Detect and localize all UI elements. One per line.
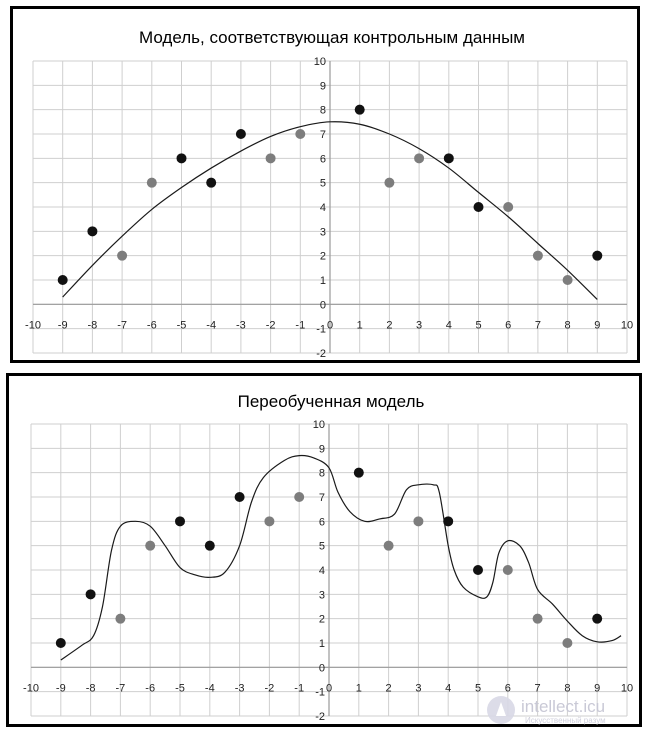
data-point-gray (147, 178, 157, 188)
data-point-dark (473, 565, 483, 575)
x-tick-label: 8 (564, 319, 571, 332)
x-tick-label: 0 (325, 682, 333, 695)
x-tick-label: 7 (534, 682, 541, 695)
y-tick-label: 9 (318, 443, 325, 456)
data-point-dark (592, 614, 602, 624)
x-tick-label: -4 (206, 319, 217, 332)
y-tick-label: 4 (319, 202, 326, 214)
x-tick-label: 5 (475, 319, 482, 332)
data-point-dark (177, 153, 187, 163)
watermark (485, 692, 645, 728)
x-tick-label: 4 (445, 682, 452, 695)
chart-top (13, 9, 637, 360)
chart-panel-top (10, 6, 640, 363)
x-tick-label: 2 (385, 682, 392, 695)
x-tick-label: 3 (416, 319, 423, 332)
x-tick-label: -6 (146, 319, 157, 332)
model-curve (61, 456, 621, 661)
watermark-brand: intellect.icu (521, 697, 606, 716)
x-tick-label: 1 (355, 682, 362, 695)
data-point-gray (414, 153, 424, 163)
data-point-gray (533, 614, 543, 624)
data-point-gray (264, 516, 274, 526)
chart-title: Модель, соответствующая контрольным данным (138, 28, 526, 47)
y-tick-label: 3 (319, 226, 326, 239)
y-tick-label: 1 (319, 275, 326, 287)
data-point-gray (117, 251, 127, 261)
data-point-gray (384, 541, 394, 551)
data-point-dark (235, 492, 245, 502)
x-tick-label: -2 (264, 682, 275, 695)
y-tick-label: 8 (318, 467, 325, 480)
y-tick-label: 6 (318, 516, 325, 529)
x-tick-label: -9 (57, 319, 68, 332)
x-tick-label: 2 (386, 319, 393, 332)
x-tick-label: -4 (204, 682, 215, 695)
data-point-gray (145, 541, 155, 551)
y-tick-label: 5 (319, 177, 326, 190)
x-tick-label: 7 (534, 319, 541, 332)
x-tick-label: -10 (23, 682, 39, 695)
y-tick-label: -2 (315, 711, 325, 723)
x-tick-label: 9 (594, 319, 601, 332)
x-tick-label: -9 (55, 682, 66, 695)
y-tick-label: -1 (315, 686, 325, 699)
x-tick-label: -3 (234, 682, 245, 695)
data-point-dark (58, 275, 68, 285)
data-point-gray (294, 492, 304, 502)
y-tick-label: 0 (319, 299, 326, 312)
data-point-gray (295, 129, 305, 139)
data-point-gray (413, 516, 423, 526)
data-point-dark (444, 153, 454, 163)
chart-panel-bottom (6, 373, 642, 727)
x-tick-label: 9 (594, 682, 601, 695)
x-tick-label: -3 (236, 319, 246, 332)
x-tick-label: -10 (25, 319, 41, 332)
x-tick-label: -7 (117, 319, 127, 332)
x-tick-label: -1 (294, 682, 305, 695)
x-tick-label: -5 (176, 319, 187, 332)
x-tick-label: -8 (87, 319, 98, 332)
data-point-gray (115, 614, 125, 624)
y-tick-label: 10 (313, 56, 326, 68)
data-point-gray (266, 153, 276, 163)
x-tick-label: -5 (175, 682, 185, 695)
data-point-dark (236, 129, 246, 139)
y-tick-label: -1 (316, 323, 326, 336)
x-tick-label: 3 (415, 682, 422, 695)
chart-title: Переобученная модель (237, 392, 425, 411)
data-point-dark (355, 105, 365, 115)
data-point-dark (86, 589, 96, 599)
watermark-subtitle: Искусственный разум (525, 716, 606, 725)
x-tick-label: -7 (115, 682, 126, 695)
x-tick-label: 8 (564, 682, 571, 695)
data-point-gray (562, 638, 572, 648)
x-tick-label: 0 (326, 319, 334, 332)
data-point-gray (503, 202, 513, 212)
y-tick-label: 6 (319, 153, 326, 166)
x-tick-label: 5 (474, 682, 482, 695)
y-tick-label: 7 (318, 492, 325, 504)
data-point-dark (354, 468, 364, 478)
x-tick-label: 10 (620, 319, 634, 332)
data-point-dark (206, 178, 216, 188)
data-point-gray (503, 565, 513, 575)
x-tick-label: 6 (504, 682, 511, 695)
y-tick-label: 8 (319, 104, 326, 117)
x-tick-label: -6 (145, 682, 156, 695)
x-tick-label: 10 (620, 682, 634, 695)
x-tick-label: 4 (445, 319, 452, 332)
data-point-gray (563, 275, 573, 285)
y-tick-label: 7 (319, 129, 326, 141)
x-tick-label: 1 (356, 319, 363, 332)
y-tick-label: -2 (316, 348, 326, 360)
y-tick-label: 0 (318, 662, 325, 675)
chart-bottom (9, 376, 639, 724)
data-point-dark (56, 638, 66, 648)
x-tick-label: -1 (295, 319, 306, 332)
data-point-dark (474, 202, 484, 212)
data-point-gray (533, 251, 543, 261)
y-tick-label: 1 (318, 638, 325, 650)
y-tick-label: 10 (312, 419, 325, 431)
data-point-dark (592, 251, 602, 261)
y-tick-label: 2 (318, 613, 325, 626)
x-tick-label: -2 (265, 319, 276, 332)
data-point-gray (384, 178, 394, 188)
y-tick-label: 3 (318, 589, 325, 602)
data-point-dark (205, 541, 215, 551)
data-point-dark (443, 516, 453, 526)
y-tick-label: 9 (319, 80, 326, 93)
x-tick-label: -8 (85, 682, 96, 695)
y-tick-label: 4 (318, 565, 325, 577)
data-point-dark (175, 516, 185, 526)
x-tick-label: 6 (505, 319, 512, 332)
data-point-dark (87, 226, 97, 236)
y-tick-label: 2 (319, 250, 326, 263)
y-tick-label: 5 (318, 540, 325, 553)
